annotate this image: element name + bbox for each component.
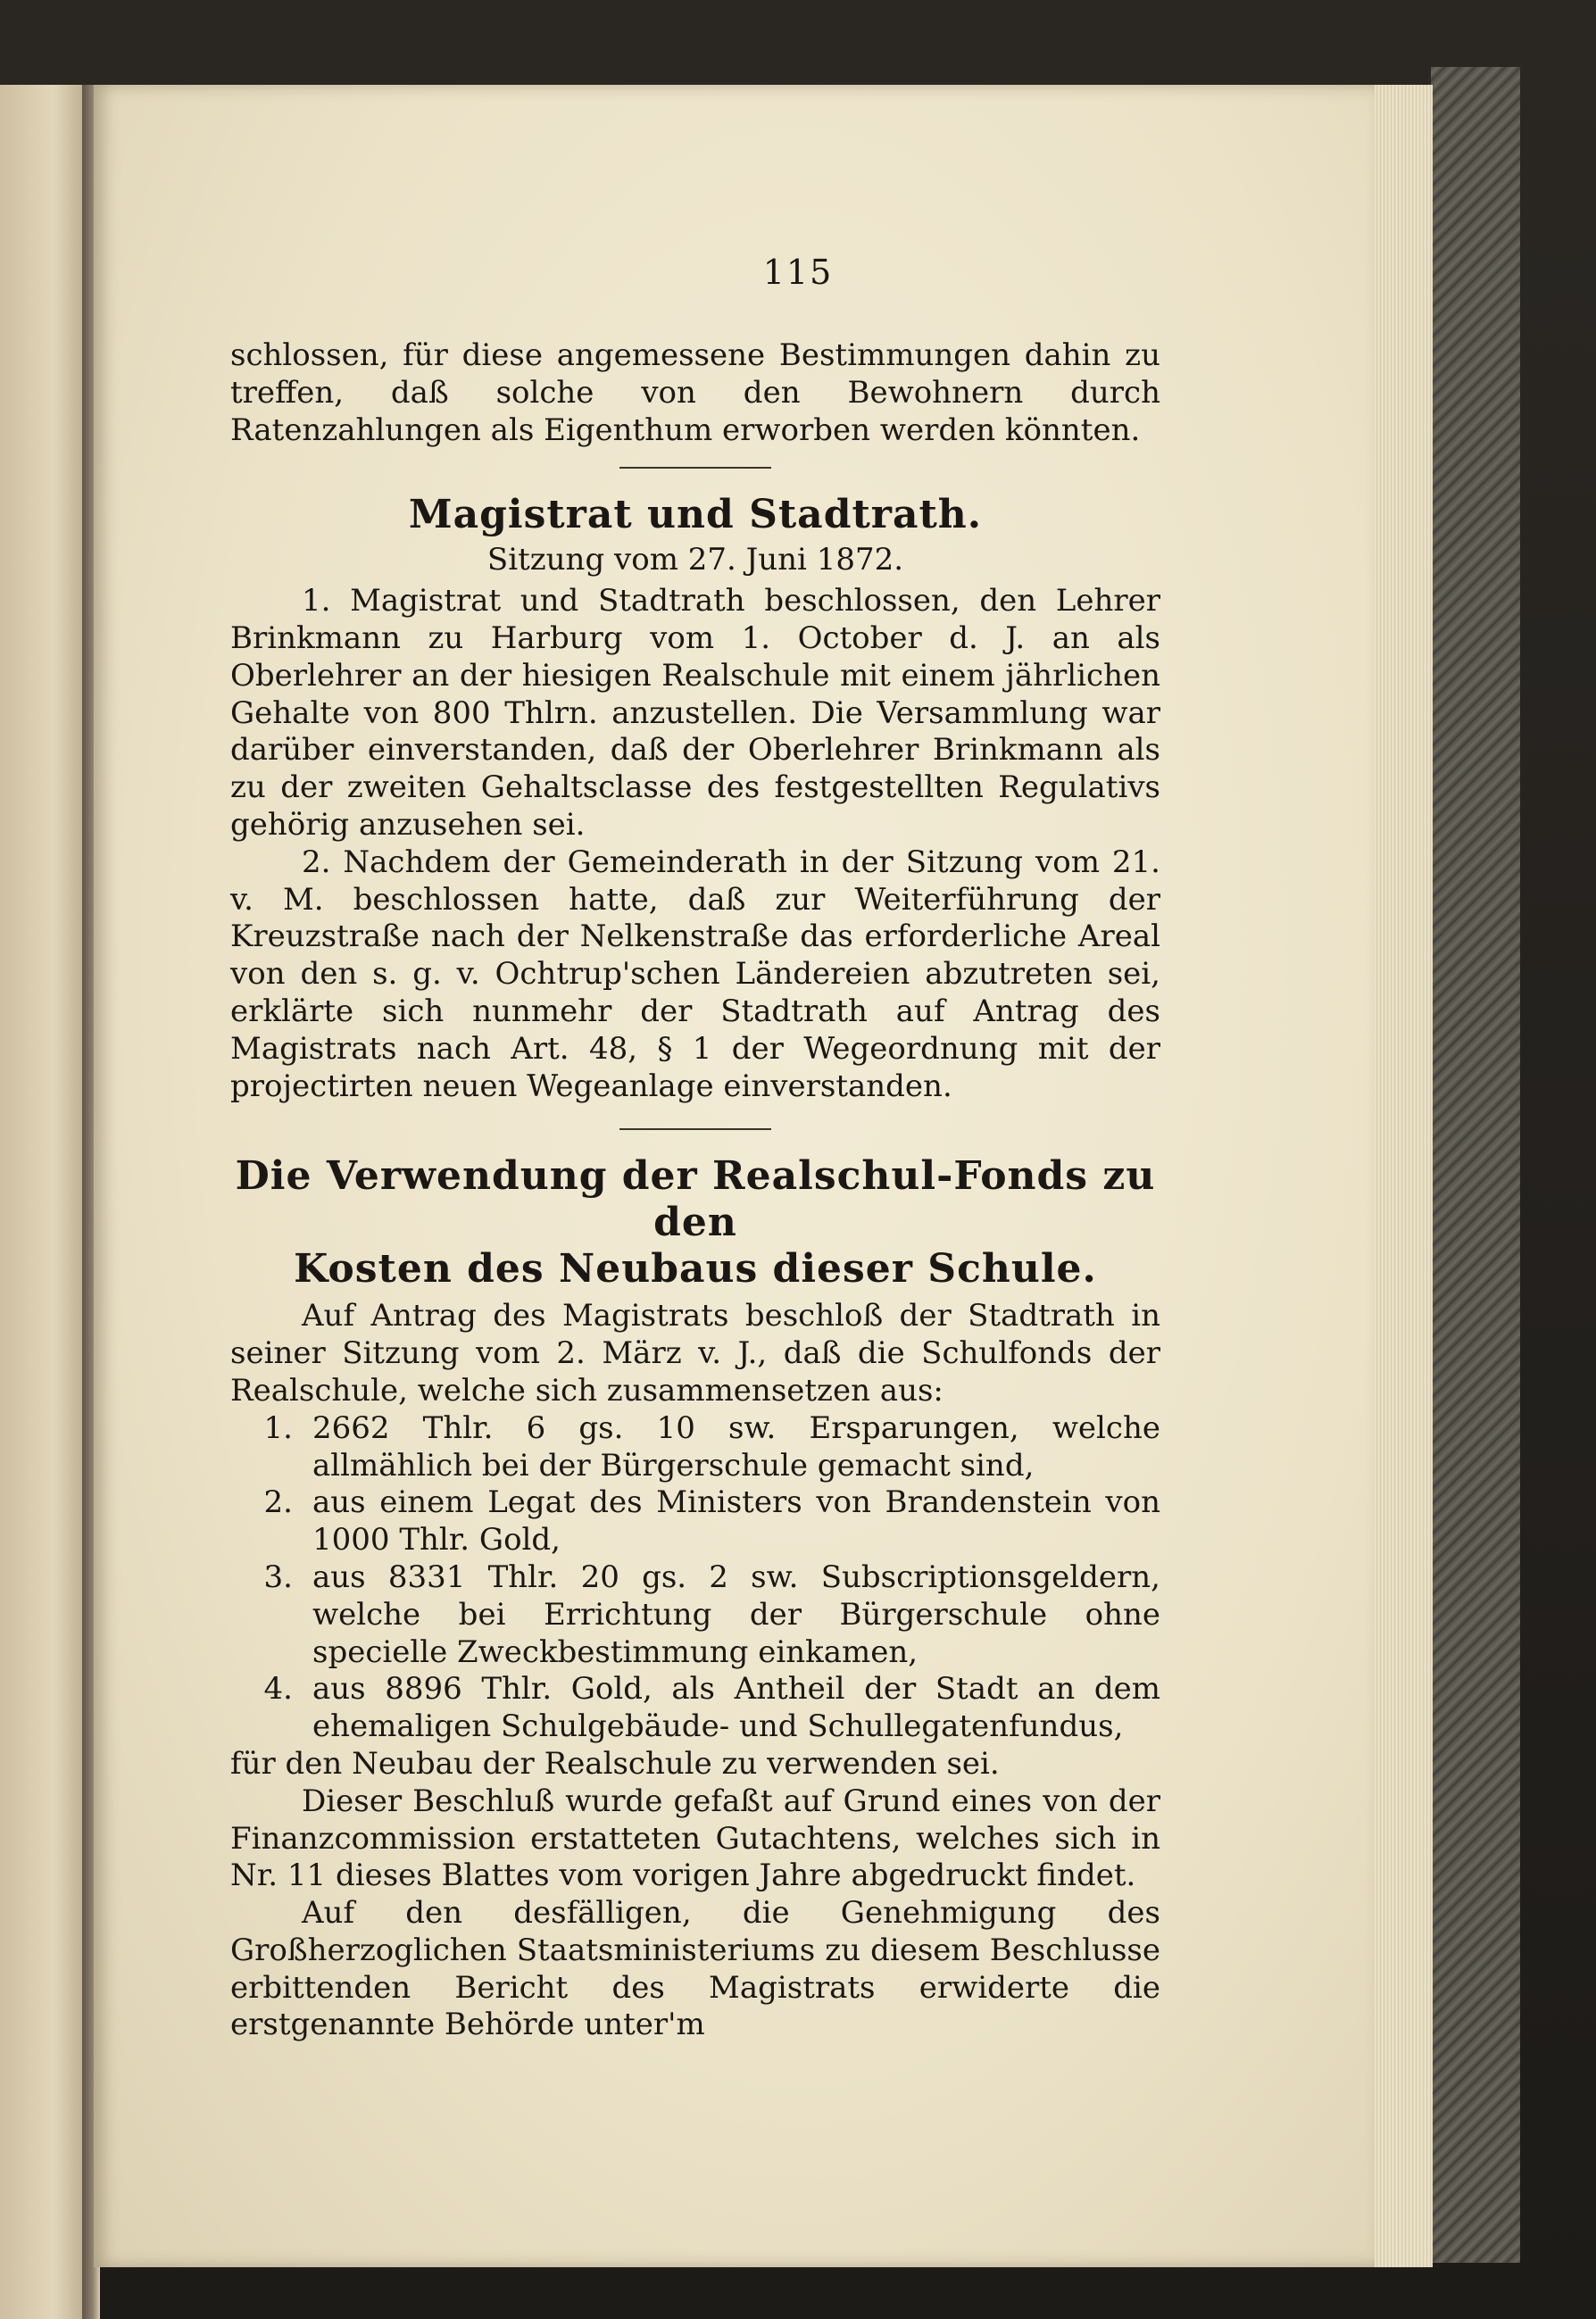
section-title-line-1: Die Verwendung der Realschul-Fonds zu den — [235, 1153, 1156, 1246]
paragraph-2: 2. Nachdem der Gemeinderath in der Sitzung vom 21. v. M. beschlossen hatte, daß zur Weiterführung der Kreuzstraße nach der Nelkenstraße das erforderliche Areal von den s. g. v. Ochtrup'schen Ländereien abzutreten sei, erklärte sich nunmehr der Stadtrath auf Antrag des Magistrats nach Art. 48, § 1 der Wegeordnung mit der projectirten neuen Wegeanlage einverstanden. — [230, 844, 1160, 1104]
section2-intro: Auf Antrag des Magistrats beschloß der Stadtrath in seiner Sitzung vom 2. März v. J., daß die Schulfonds der Realschule, welche sich zusammensetzen aus: — [230, 1298, 1160, 1409]
paragraph-1: 1. Magistrat und Stadtrath beschlossen, den Lehrer Brinkmann zu Harburg vom 1. October d. J. an als Oberlehrer an der hiesigen Realschule mit einem jährlichen Gehalte von 800 Thlrn. anzustellen. Die Versammlung war darüber einverstanden, daß der Oberlehrer Brinkmann als zu der zweiten Gehaltsclasse des festgestellten Regulativs gehörig anzusehen sei. — [230, 583, 1160, 843]
list-item — [230, 1559, 1160, 1671]
divider — [619, 467, 771, 469]
page-stack-edge — [1370, 85, 1433, 2267]
section-title-line-2: Kosten des Neubaus dieser Schule. — [294, 1246, 1097, 1292]
page-text — [230, 337, 1160, 2044]
list-item-text: aus 8331 Thlr. 20 gs. 2 sw. Subscriptionsgeldern, welche bei Errichtung der Bürgerschule ohne specielle Zweckbestimmung einkamen, — [312, 1558, 1160, 1670]
intro-paragraph: schlossen, für diese angemessene Bestimmungen dahin zu treffen, daß solche von den Bewohnern durch Ratenzahlungen als Eigenthum erworben werden könnten. — [230, 337, 1160, 448]
section-title-verwendung — [230, 1153, 1160, 1292]
divider — [619, 1128, 771, 1130]
left-page-edge — [0, 85, 89, 2319]
paragraph-dieser: Dieser Beschluß wurde gefaßt auf Grund eines von der Finanzcommission erstatteten Gutachtens, welches sich in Nr. 11 dieses Blattes vom vorigen Jahre abgedruckt findet. — [230, 1783, 1160, 1894]
paragraph-auf-den: Auf den desfälligen, die Genehmigung des Großherzoglichen Staatsministeriums zu diesem Beschlusse erbittenden Bericht des Magistrats erwiderte die erstgenannte Behörde unter'm — [230, 1895, 1160, 2043]
list-item-text: 2662 Thlr. 6 gs. 10 sw. Ersparungen, welche allmählich bei der Bürgerschule gemacht sind, — [312, 1409, 1160, 1484]
book-cover-edge — [1428, 67, 1520, 2263]
section-subtitle-sitzung: Sitzung vom 27. Juni 1872. — [486, 542, 904, 578]
page-number: 115 — [762, 253, 834, 292]
list-item-number: 1. — [263, 1409, 293, 1446]
list-item-number: 4. — [263, 1671, 293, 1708]
list-item — [230, 1484, 1160, 1559]
section-title-magistrat: Magistrat und Stadtrath. — [408, 492, 983, 538]
list-item — [230, 1410, 1160, 1485]
list-item-number: 3. — [263, 1558, 293, 1595]
list-item-text: aus einem Legat des Ministers von Brandenstein von 1000 Thlr. Gold, — [312, 1484, 1160, 1558]
section2-conclusion: für den Neubau der Realschule zu verwenden sei. — [230, 1745, 1000, 1782]
list-item-text: aus 8896 Thlr. Gold, als Antheil der Stadt an dem ehemaligen Schulgebäude- und Schullegatenfundus, — [312, 1671, 1160, 1745]
list-item-number: 2. — [263, 1484, 293, 1521]
list-item — [230, 1671, 1160, 1746]
